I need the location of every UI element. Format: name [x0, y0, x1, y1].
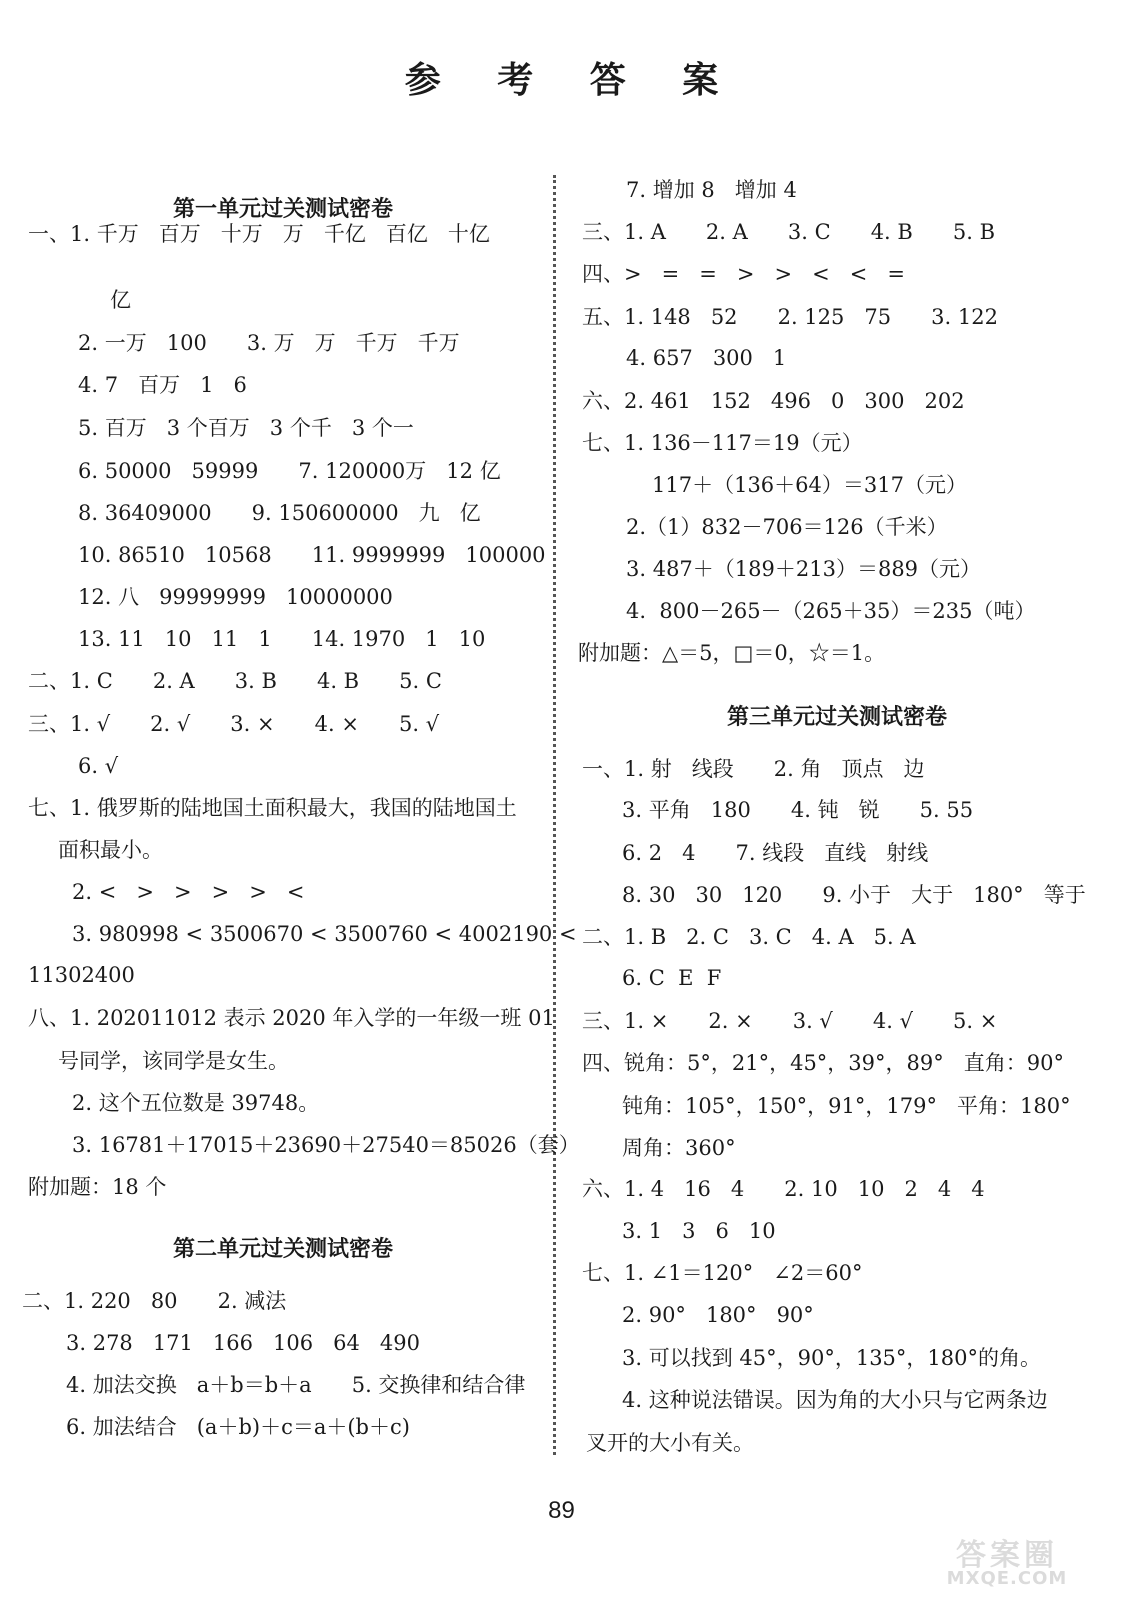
- answer-line: 3. 可以找到 45°，90°，135°，180°的角。: [622, 1346, 1041, 1370]
- right-column: [578, 0, 1092, 1500]
- answer-line: 七、1. ∠1＝120° ∠2＝60°: [582, 1261, 863, 1285]
- answer-line: 13. 11 10 11 1 14. 1970 1 10: [78, 627, 486, 651]
- answer-line: 5. 百万 3 个百万 3 个千 3 个一: [78, 416, 414, 440]
- page-title: 参 考 答 案: [404, 60, 741, 101]
- answer-line: 4. 657 300 1: [626, 346, 787, 370]
- column-divider: [553, 175, 556, 1455]
- answer-line: 附加题：△＝5，□＝0，☆＝1。: [578, 641, 886, 665]
- answer-line: 117＋（136＋64）＝317（元）: [652, 473, 967, 497]
- answer-line: 五、1. 148 52 2. 125 75 3. 122: [582, 305, 998, 329]
- answer-line: 七、1. 136－117＝19（元）: [582, 431, 863, 455]
- answer-line: 七、1. 俄罗斯的陆地国土面积最大，我国的陆地国土: [28, 796, 517, 820]
- answer-line: 3. 980998 < 3500670 < 3500760 < 4002190 <: [72, 922, 577, 946]
- answer-line: 2. < > > > > <: [72, 880, 305, 904]
- answer-line: 11302400: [28, 963, 135, 987]
- section-title-unit3: 第三单元过关测试密卷: [726, 705, 947, 730]
- answer-line: 三、1. A 2. A 3. C 4. B 5. B: [582, 220, 996, 244]
- answer-line: 2. 一万 100 3. 万 万 千万 千万: [78, 331, 460, 355]
- page-number: 89: [548, 1497, 575, 1524]
- answer-line: 2. 90° 180° 90°: [622, 1303, 814, 1327]
- answer-line: 6. C E F: [622, 966, 722, 990]
- answer-line: 六、1. 4 16 4 2. 10 10 2 4 4: [582, 1177, 985, 1201]
- answer-line: 四、> = = > > < < =: [582, 262, 905, 286]
- answer-line: 3. 487＋（189＋213）＝889（元）: [626, 557, 982, 581]
- answer-line: 3. 16781＋17015＋23690＋27540＝85026（套）: [72, 1133, 580, 1157]
- watermark-text: 答案圈: [956, 1538, 1058, 1573]
- watermark-url: MXQE.COM: [946, 1568, 1068, 1589]
- answer-line: 亿: [110, 288, 131, 312]
- answer-line: 4. 加法交换 a＋b＝b＋a 5. 交换律和结合律: [66, 1373, 526, 1397]
- section-title-unit2: 第二单元过关测试密卷: [172, 1237, 393, 1262]
- answer-line: 4. 800－265－（265＋35）＝235（吨）: [626, 599, 1036, 623]
- answer-line: 三、1. × 2. × 3. √ 4. √ 5. ×: [582, 1009, 998, 1033]
- answer-line: 二、1. C 2. A 3. B 4. B 5. C: [28, 669, 442, 693]
- answer-line: 周角：360°: [622, 1136, 736, 1160]
- answer-line: 4. 7 百万 1 6: [78, 373, 247, 397]
- answer-line: 6. 50000 59999 7. 120000万 12 亿: [78, 459, 501, 483]
- answer-line: 2.（1）832－706＝126（千米）: [626, 515, 948, 539]
- answer-line: 2. 这个五位数是 39748。: [72, 1091, 320, 1115]
- answer-line: 三、1. √ 2. √ 3. × 4. × 5. √: [28, 712, 440, 736]
- answer-line: 叉开的大小有关。: [586, 1431, 754, 1455]
- answer-line: 六、2. 461 152 496 0 300 202: [582, 389, 965, 413]
- answer-line: 号同学，该同学是女生。: [58, 1049, 289, 1073]
- section-title-unit1: 第一单元过关测试密卷: [172, 197, 393, 222]
- answer-line: 7. 增加 8 增加 4: [626, 178, 797, 202]
- answer-line: 10. 86510 10568 11. 9999999 100000: [78, 543, 546, 567]
- answer-line: 3. 平角 180 4. 钝 锐 5. 55: [622, 798, 974, 822]
- answer-line: 4. 这种说法错误。因为角的大小只与它两条边: [622, 1388, 1048, 1412]
- answer-line: 6. 2 4 7. 线段 直线 射线: [622, 841, 929, 865]
- answer-line: 一、1. 射 线段 2. 角 顶点 边: [582, 757, 925, 781]
- watermark-logo: [927, 1530, 1087, 1590]
- answer-line: 12. 八 99999999 10000000: [78, 585, 393, 609]
- answer-line: 8. 30 30 120 9. 小于 大于 180° 等于: [622, 883, 1086, 907]
- answer-line: 8. 36409000 9. 150600000 九 亿: [78, 501, 481, 525]
- answer-line: 八、1. 202011012 表示 2020 年入学的一年级一班 01: [28, 1006, 555, 1030]
- answer-line: 3. 278 171 166 106 64 490: [66, 1331, 420, 1355]
- answer-line: 一、1. 千万 百万 十万 万 千亿 百亿 十亿: [28, 222, 490, 246]
- answer-line: 6. 加法结合 (a＋b)＋c＝a＋(b＋c): [66, 1415, 410, 1439]
- answer-line: 二、1. 220 80 2. 减法: [22, 1289, 287, 1313]
- answer-line: 6. √: [78, 754, 119, 778]
- answer-line: 3. 1 3 6 10: [622, 1219, 776, 1243]
- answer-line: 附加题：18 个: [28, 1175, 167, 1199]
- answer-line: 四、锐角：5°，21°，45°，39°，89° 直角：90°: [582, 1051, 1064, 1075]
- answer-line: 二、1. B 2. C 3. C 4. A 5. A: [582, 925, 916, 949]
- answer-line: 面积最小。: [58, 838, 163, 862]
- answer-line: 钝角：105°，150°，91°，179° 平角：180°: [622, 1094, 1071, 1118]
